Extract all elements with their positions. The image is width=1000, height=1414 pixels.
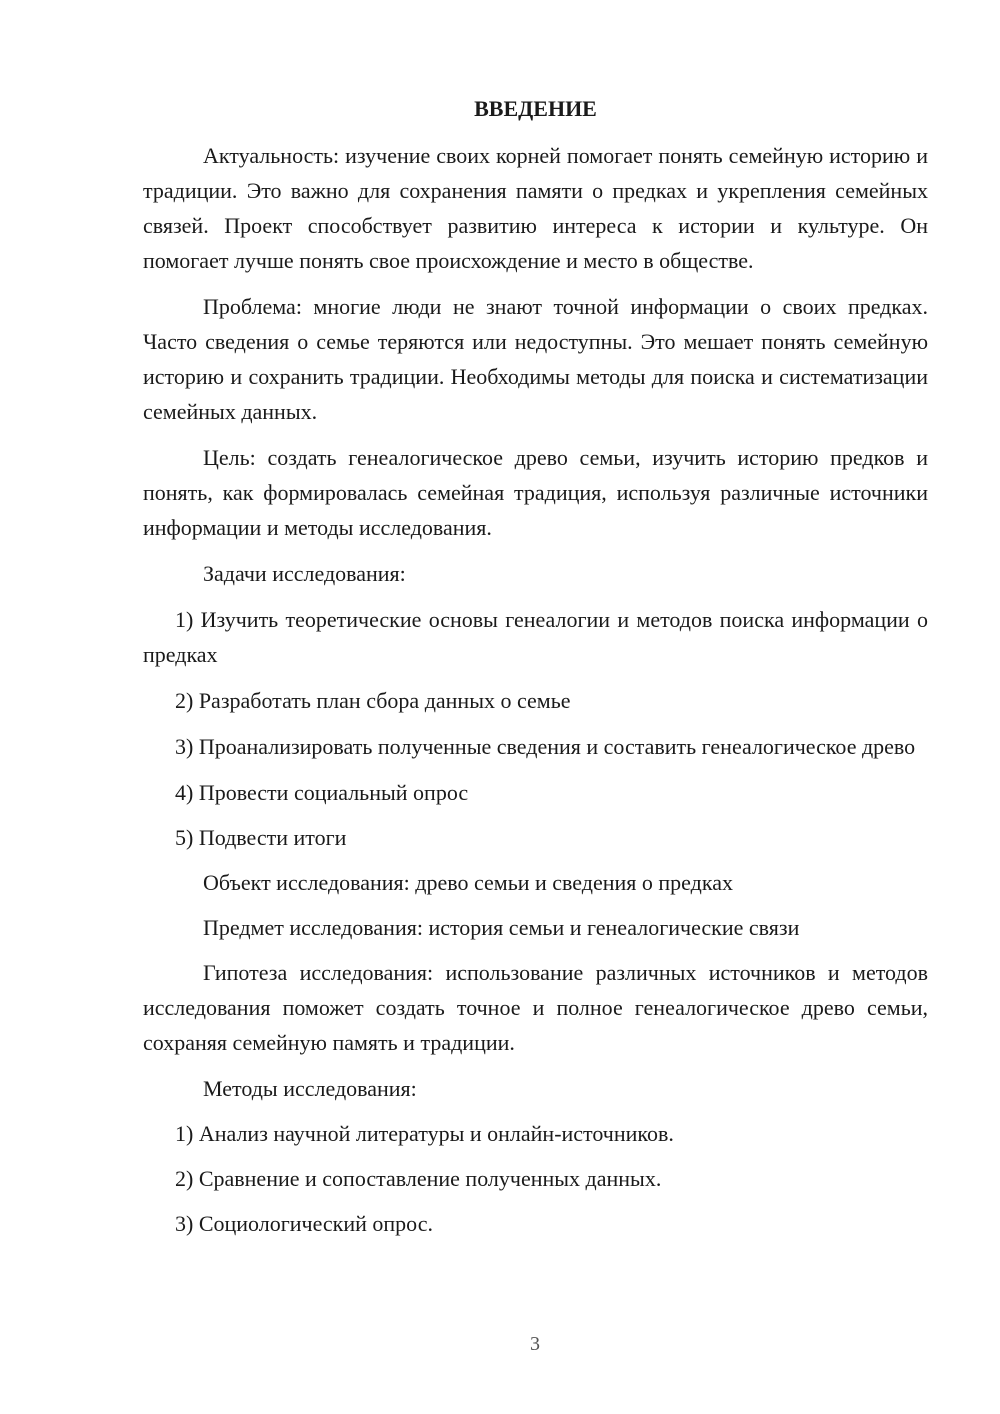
problem-paragraph: Проблема: многие люди не знают точной информации о своих предках. Часто сведения о семье теряются или недоступны. Это мешает понять семейную историю и сохранить традиции. Необходимы методы для поиска и систематизации семейных данных. — [143, 294, 928, 424]
method-item: 3) Социологический опрос. — [175, 1211, 433, 1236]
task-item: 3) Проанализировать полученные сведения и составить генеалогическое древо — [175, 734, 916, 759]
task-item: 5) Подвести итоги — [175, 825, 347, 850]
hypothesis-paragraph: Гипотеза исследования: использование различных источников и методов исследования поможет создать точное и полное генеалогическое древо семьи, сохраняя семейную память и традиции. — [143, 960, 928, 1055]
task-item: 4) Провести социальный опрос — [175, 780, 469, 805]
document-title: ВВЕДЕНИЕ — [474, 96, 597, 121]
goal-paragraph: Цель: создать генеалогическое древо семьи, изучить историю предков и понять, как формировалась семейная традиция, используя различные источники информации и методы исследования. — [143, 445, 928, 540]
tasks-heading: Задачи исследования: — [203, 561, 406, 586]
subject-paragraph: Предмет исследования: история семьи и генеалогические связи — [203, 915, 800, 940]
task-item: 2) Разработать план сбора данных о семье — [175, 688, 571, 713]
method-item: 2) Сравнение и сопоставление полученных данных. — [175, 1166, 662, 1191]
method-item: 1) Анализ научной литературы и онлайн-источников. — [175, 1121, 674, 1146]
object-paragraph: Объект исследования: древо семьи и сведения о предках — [203, 870, 733, 895]
document-body — [143, 94, 928, 1241]
relevance-paragraph: Актуальность: изучение своих корней помогает понять семейную историю и традиции. Это важно для сохранения памяти о предках и укрепления семейных связей. Проект способствует развитию интереса к истории и культуре. Он помогает лучше понять свое происхождение и место в обществе. — [143, 143, 928, 273]
page-number: 3 — [530, 1333, 540, 1355]
methods-heading: Методы исследования: — [203, 1076, 417, 1101]
task-item: 1) Изучить теоретические основы генеалогии и методов поиска информации о предках — [143, 607, 928, 667]
